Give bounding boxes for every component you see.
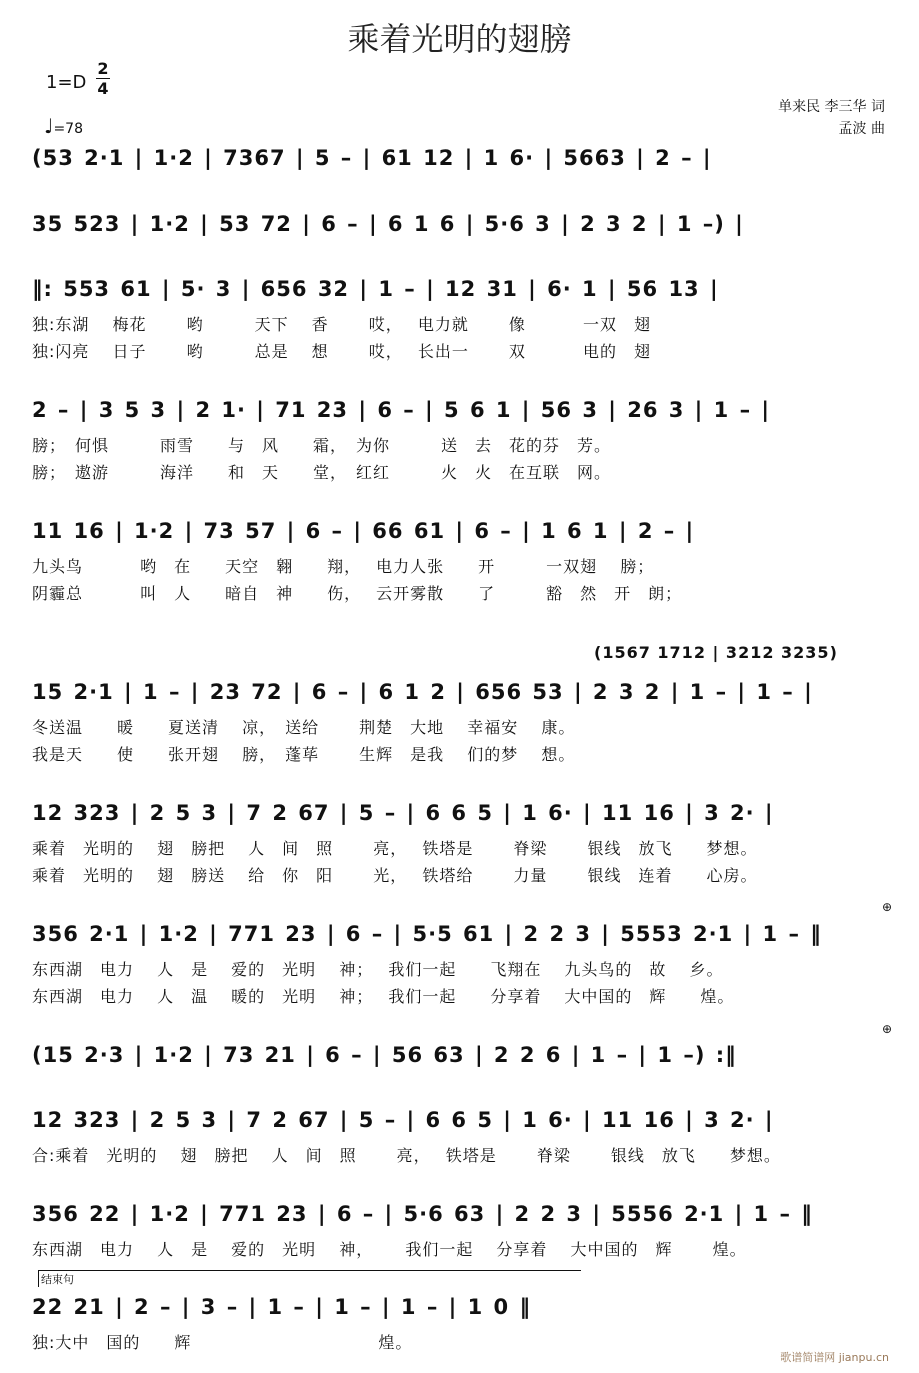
lyric-verse-1: 独:东湖 梅花 哟 天下 香 哎， 电力就 像 一双 翅 (32, 315, 651, 334)
notes-line: ‖: 553 61 | 5· 3 | 656 32 | 1 – | 12 31 | 6· 1 | 56 13 | (32, 277, 719, 301)
notes-line: 12 323 | 2 5 3 | 7 2 67 | 5 – | 6 6 5 | 1 6· | 11 16 | 3 2· | (32, 1108, 774, 1132)
notes-line: (53 2·1 | 1·2 | 7367 | 5 – | 61 12 | 1 6· | 5663 | 2 – | (32, 146, 712, 170)
lyric-verse-1: 东西湖 电力 人 是 爱的 光明 神； 我们一起 飞翔在 九头鸟的 故 乡。 (32, 960, 724, 979)
quarter-note-icon: ♩ (44, 114, 54, 138)
time-signature (96, 60, 110, 97)
notes-line: (15 2·3 | 1·2 | 73 21 | 6 – | 56 63 | 2 2 6 | 1 – | 1 –) :‖ (32, 1043, 737, 1067)
notes-line: 11 16 | 1·2 | 73 57 | 6 – | 66 61 | 6 – | 1 6 1 | 2 – | (32, 519, 695, 543)
meter-bottom: 4 (97, 79, 109, 98)
tempo-marking (44, 114, 83, 138)
lyricist-credit: 单来民 李三华 词 (778, 99, 885, 115)
lyric-chorus: 合:乘着 光明的 翅 膀把 人 间 照 亮， 铁塔是 脊梁 银线 放飞 梦想。 (32, 1146, 781, 1165)
notes-line: 356 2·1 | 1·2 | 771 23 | 6 – | 5·5 61 | 2 2 3 | 5553 2·1 | 1 – ‖ (32, 922, 822, 946)
lyric-verse-1: 九头鸟 哟 在 天空 翱 翔， 电力人张 开 一双翅 膀； (32, 557, 655, 576)
lyric-verse-2: 我是天 使 张开翅 膀， 蓬荜 生辉 是我 们的梦 想。 (32, 745, 576, 764)
site-watermark: 歌谱简谱网 jianpu.cn (780, 1351, 889, 1364)
key-signature: 1=D (46, 72, 87, 93)
coda-icon: ⊕ (882, 1022, 893, 1036)
ending-label: 结束句 (38, 1270, 581, 1287)
lyric-verse-2: 东西湖 电力 人 温 暖的 光明 神； 我们一起 分享着 大中国的 辉 煌。 (32, 987, 735, 1006)
lyric-solo: 独:大中 国的 辉 煌。 (32, 1333, 413, 1352)
interlude-line: (1567 1712 | 3212 3235) (594, 643, 838, 662)
song-title: 乘着光明的翅膀 (347, 20, 572, 58)
meter-top: 2 (97, 59, 109, 78)
notes-line: 12 323 | 2 5 3 | 7 2 67 | 5 – | 6 6 5 | 1 6· | 11 16 | 3 2· | (32, 801, 774, 825)
lyric-verse-1: 冬送温 暖 夏送清 凉， 送给 荆楚 大地 幸福安 康。 (32, 718, 576, 737)
tempo-value: =78 (53, 121, 83, 137)
notes-line: 2 – | 3 5 3 | 2 1· | 71 23 | 6 – | 5 6 1 | 56 3 | 26 3 | 1 – | (32, 398, 771, 422)
lyric-verse-2: 膀； 遨游 海洋 和 天 堂， 红红 火 火 在互联 网。 (32, 463, 612, 482)
lyric-verse-2: 阴霾总 叫 人 暗自 神 伤， 云开雾散 了 豁 然 开 朗； (32, 584, 683, 603)
lyric-verse-2: 乘着 光明的 翅 膀送 给 你 阳 光， 铁塔给 力量 银线 连着 心房。 (32, 866, 758, 885)
composer-credit: 孟波 曲 (838, 121, 885, 137)
lyric-verse-1: 乘着 光明的 翅 膀把 人 间 照 亮， 铁塔是 脊梁 银线 放飞 梦想。 (32, 839, 758, 858)
notes-line: 356 22 | 1·2 | 771 23 | 6 – | 5·6 63 | 2 2 3 | 5556 2·1 | 1 – ‖ (32, 1202, 813, 1226)
lyric-line: 东西湖 电力 人 是 爱的 光明 神， 我们一起 分享着 大中国的 辉 煌。 (32, 1240, 747, 1259)
notes-line: 35 523 | 1·2 | 53 72 | 6 – | 6 1 6 | 5·6 3 | 2 3 2 | 1 –) | (32, 212, 744, 236)
notes-line: 15 2·1 | 1 – | 23 72 | 6 – | 6 1 2 | 656 53 | 2 3 2 | 1 – | 1 – | (32, 680, 813, 704)
notes-line: 22 21 | 2 – | 3 – | 1 – | 1 – | 1 – | 1 0 ‖ (32, 1295, 531, 1319)
lyric-verse-1: 膀； 何惧 雨雪 与 风 霜， 为你 送 去 花的芬 芳。 (32, 436, 612, 455)
segno-icon: ⊕ (882, 900, 893, 914)
lyric-verse-2: 独:闪亮 日子 哟 总是 想 哎， 长出一 双 电的 翅 (32, 342, 651, 361)
